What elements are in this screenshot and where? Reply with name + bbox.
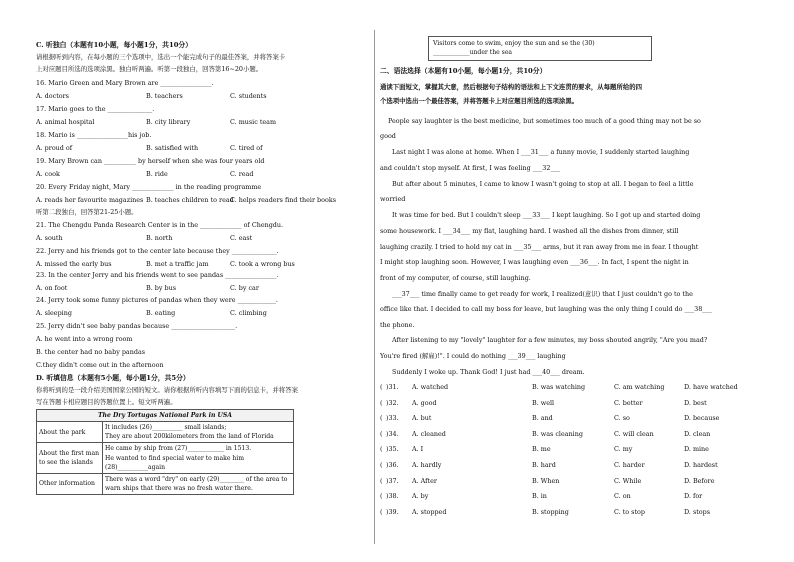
option-a[interactable]: A. doctors — [36, 92, 69, 100]
option-a[interactable]: A. After — [412, 476, 437, 485]
option-d[interactable]: D. for — [684, 492, 703, 501]
option-a[interactable]: A. cook — [36, 170, 60, 178]
row-line: It includes (26)__________ small islands; — [105, 424, 227, 432]
option-c[interactable]: C. climbing — [230, 309, 267, 317]
row-line: He wanted to find special water to make him (28)__________again — [105, 454, 245, 471]
option-b[interactable]: B. When — [532, 476, 560, 485]
option-b[interactable]: B. satisfied with — [146, 144, 199, 152]
option-d[interactable]: D. because — [684, 414, 720, 423]
section-c-instruction: 上对应题目所选的选项涂黑。独白听两遍。听第一段独白，回答第16~20小题。 — [36, 65, 263, 73]
question-number: )35. — [386, 445, 399, 454]
passage-line: People say laughter is the best medicine, but sometimes too much of a good thing may not be so — [388, 117, 701, 125]
question-number: )36. — [386, 461, 399, 469]
row-line: Visitors come to swim, enjoy the sun and se the (30) — [433, 40, 595, 47]
option-d[interactable]: D. best — [684, 398, 707, 407]
option-b[interactable]: B. met a traffic jam — [146, 260, 209, 268]
option-c[interactable]: C. read — [230, 170, 254, 178]
info-card-table — [36, 409, 294, 495]
info-card-continued — [428, 36, 652, 61]
option-b[interactable]: B. was cleaning — [532, 429, 583, 438]
option-b[interactable]: B. city library — [146, 118, 191, 126]
section-d-instruction: 你将听到的是一段介绍美国国家公园的短文。请你根据所听内容填写下面的信息卡，并将答案 — [36, 386, 299, 394]
passage-line: Suddenly I woke up. Thank God! I just had ___40___ dream. — [392, 368, 585, 376]
option-c[interactable]: C. so — [614, 414, 630, 423]
question-number: )39. — [386, 507, 399, 516]
option-b[interactable]: B. was watching — [532, 383, 586, 391]
table-row — [37, 473, 294, 494]
answer-blank[interactable]: ( — [380, 476, 383, 485]
row-label: About the first man to see the islands — [37, 443, 103, 473]
option-b[interactable]: B. eating — [146, 309, 176, 317]
option-b[interactable]: B. in — [532, 492, 547, 501]
option-b[interactable]: B. by bus — [146, 284, 176, 292]
question-number: )38. — [386, 492, 399, 501]
passage-line: some housework. I ___34___ my flat, laughing hard. I washed all the dishes from dinner, still — [380, 227, 679, 235]
row-line: He came by ship from (27)____________ in 1513. — [105, 445, 252, 453]
option-b[interactable]: B. teaches children to read — [146, 196, 234, 204]
row-content[interactable] — [103, 443, 294, 473]
passage-line: After listening to my "lovely" laughter for a few minutes, my boss shouted angrily, "Are you mad? — [392, 336, 708, 344]
section-c-title: C. 听独白（本题有10小题，每小题1分，共10分） — [36, 41, 193, 49]
passage-line: office like that. I decided to call my boss for leave, but laughing was the only thing I could do ___38___ — [380, 305, 712, 313]
left-column — [36, 0, 368, 562]
passage-line: ___37___ time finally came to get ready for work, I realized(意识) that I just couldn't go to the — [392, 290, 693, 298]
option-d[interactable]: D. stops — [684, 507, 711, 516]
option-c[interactable]: C. took a wrong bus — [230, 260, 295, 268]
question-19: 19. Mary Brown can __________ by herself when she was four years old — [36, 157, 265, 165]
question-number: )37. — [386, 476, 399, 485]
row-content[interactable] — [103, 473, 294, 494]
option-b[interactable]: B. north — [146, 234, 173, 242]
answer-blank[interactable]: ( — [380, 383, 383, 391]
option-d[interactable]: D. have watched — [684, 383, 738, 391]
question-21: 21. The Chengdu Panda Research Center is in the _____________ of Chengdu. — [36, 221, 284, 229]
option-a[interactable]: A. on foot — [36, 284, 68, 292]
right-column — [380, 0, 760, 562]
option-a[interactable]: A. cleaned — [412, 429, 446, 438]
section-2-instruction: 通读下面短文，掌握其大意，然后根据句子结构的语法和上下文连贯的要求，从每题所给的四 — [380, 83, 643, 91]
option-c[interactable]: C. While — [614, 476, 642, 485]
option-a[interactable]: A. missed the early bus — [36, 260, 112, 268]
answer-blank[interactable]: ( — [380, 429, 383, 438]
question-20: 20. Every Friday night, Mary _____________ in the reading programme — [36, 183, 262, 191]
option-c[interactable]: C. better — [614, 398, 643, 407]
passage-line: the phone. — [380, 321, 415, 329]
column-divider — [374, 30, 375, 544]
row-line: ____________under the sea — [433, 49, 513, 57]
option-c[interactable]: C. will clean — [614, 429, 654, 438]
row-label: About the park — [37, 422, 103, 443]
row-line: They are about 200kilometers from the land of Florida — [105, 433, 274, 441]
option-b[interactable]: B. ride — [146, 170, 168, 178]
option-c[interactable]: C. east — [230, 234, 253, 242]
passage-line: laughing crazily. I tried to hold my cat in ___35___ arms, but it ran away from me in fear. I thought — [380, 243, 699, 251]
option-b[interactable]: B. teachers — [146, 92, 183, 100]
passage-line: worried — [380, 195, 406, 203]
option-a[interactable]: A. animal hospital — [36, 118, 95, 126]
answer-blank[interactable]: ( — [380, 492, 383, 501]
option-c[interactable]: C. harder — [614, 461, 645, 469]
option-a[interactable]: A. watched — [412, 383, 449, 391]
answer-blank[interactable]: ( — [380, 445, 383, 454]
question-number: )32. — [386, 398, 399, 407]
question-number: )31. — [386, 383, 399, 391]
section-2-title: 二、语法选择（本题有10小题，每小题1分，共10分） — [380, 67, 547, 75]
table-head: The Dry Tortugas National Park in USA — [37, 410, 294, 422]
section-2-instruction: 个选项中选出一个最佳答案，并将答题卡上对应题目所选的选项涂黑。 — [380, 97, 579, 105]
option-c[interactable]: C. by car — [230, 284, 259, 292]
answer-blank[interactable]: ( — [380, 461, 383, 469]
option-c[interactable]: C. am watching — [614, 383, 665, 391]
option-a[interactable]: A. by — [412, 492, 429, 501]
passage-line: You're fired (解雇)!". I could do nothing ___39___ laughing — [380, 352, 566, 360]
option-b[interactable]: B. stopping — [532, 507, 569, 516]
option-a[interactable]: A. hardly — [412, 461, 442, 469]
option-a[interactable]: A. south — [36, 234, 63, 242]
row-label: Other information — [37, 473, 103, 494]
question-25: 25. Jerry didn't see baby pandas because ____________________. — [36, 322, 238, 330]
option-a[interactable]: A. sleeping — [36, 309, 72, 317]
answer-blank[interactable]: ( — [380, 414, 383, 423]
passage-line: It was time for bed. But I couldn't sleep ___33___ I kept laughing. So I got up and started doing — [392, 211, 701, 219]
passage-line: I might stop laughing soon. However, I was laughing even ___36___. In fact, I spent the night in — [380, 258, 689, 266]
option-b[interactable]: B. hard — [532, 461, 556, 469]
section-d-instruction: 写在答题卡相应题目的答题位置上。短文听两遍。 — [36, 398, 177, 406]
answer-blank[interactable]: ( — [380, 398, 383, 407]
option-d[interactable]: D. Before — [684, 476, 715, 485]
row-content[interactable] — [103, 422, 294, 443]
option-b[interactable]: B. me — [532, 445, 551, 454]
row-line: There was a word "dry" on early (29)________ of the area to warn ships that there was no fresh water there. — [105, 475, 288, 492]
option-c[interactable]: C. on — [614, 492, 631, 501]
option-a[interactable]: A. stopped — [412, 507, 447, 516]
table-row — [37, 443, 294, 473]
passage-line: good — [380, 132, 396, 140]
option-a[interactable]: A. but — [412, 414, 432, 423]
question-22: 22. Jerry and his friends got to the center late because they ______________. — [36, 247, 279, 255]
option-b[interactable]: B. the center had no baby pandas — [36, 348, 146, 356]
section-d-title: D. 听填信息（本题有5小题，每小题1分，共5分） — [36, 374, 190, 382]
option-c[interactable]: C. to stop — [614, 507, 645, 516]
table-row — [37, 422, 294, 443]
option-d[interactable]: D. mine — [684, 445, 709, 454]
row-content[interactable] — [429, 37, 652, 61]
passage-line: and couldn't stop myself. At first, I was feeling ___32___ — [380, 164, 561, 172]
section-c-instruction: 请根据听到内容，在每小题的三个选项中，选出一个能完成句子的最佳答案，并将答案卡 — [36, 53, 286, 61]
question-number: )33. — [386, 414, 399, 423]
option-d[interactable]: D. hardest — [684, 461, 718, 469]
option-c[interactable]: C. my — [614, 445, 633, 454]
option-c[interactable]: C. music team — [230, 118, 277, 126]
option-a[interactable]: A. he went into a wrong room — [36, 335, 133, 343]
option-c[interactable]: C.they didn't come out in the afternoon — [36, 361, 164, 369]
question-17: 17. Mario goes to the ______________. — [36, 105, 155, 113]
option-a[interactable]: A. proud of — [36, 144, 73, 152]
passage-line: But after about 5 minutes, I came to know I wasn't going to stop at all. I began to feel a little — [392, 180, 694, 188]
passage-line: Last night I was alone at home. When I ___31___ a funny movie, I suddenly started laughing — [392, 148, 690, 156]
question-18: 18. Mario is ________________his job. — [36, 131, 152, 139]
option-a[interactable]: A. I — [412, 445, 424, 454]
answer-blank[interactable]: ( — [380, 507, 383, 516]
option-a[interactable]: A. good — [412, 398, 437, 407]
question-24: 24. Jerry took some funny pictures of pandas when they were ____________. — [36, 296, 278, 304]
option-b[interactable]: B. well — [532, 398, 555, 407]
section-instruction: 听第二段独白，回答第21-25小题。 — [36, 208, 138, 216]
question-16: 16. Mario Green and Mary Brown are ________________. — [36, 79, 214, 87]
option-a[interactable]: A. reads her favourite magazines — [36, 196, 144, 204]
option-c[interactable]: C. helps readers find their books — [230, 196, 336, 204]
question-number: )34. — [386, 429, 399, 438]
option-c[interactable]: C. tired of — [230, 144, 263, 152]
passage-line: front of my computer, of course, still laughing. — [380, 274, 531, 282]
option-c[interactable]: C. students — [230, 92, 267, 100]
question-23: 23. In the center Jerry and his friends went to see pandas ________________. — [36, 271, 279, 279]
option-d[interactable]: D. clean — [684, 429, 711, 438]
option-b[interactable]: B. and — [532, 414, 553, 423]
